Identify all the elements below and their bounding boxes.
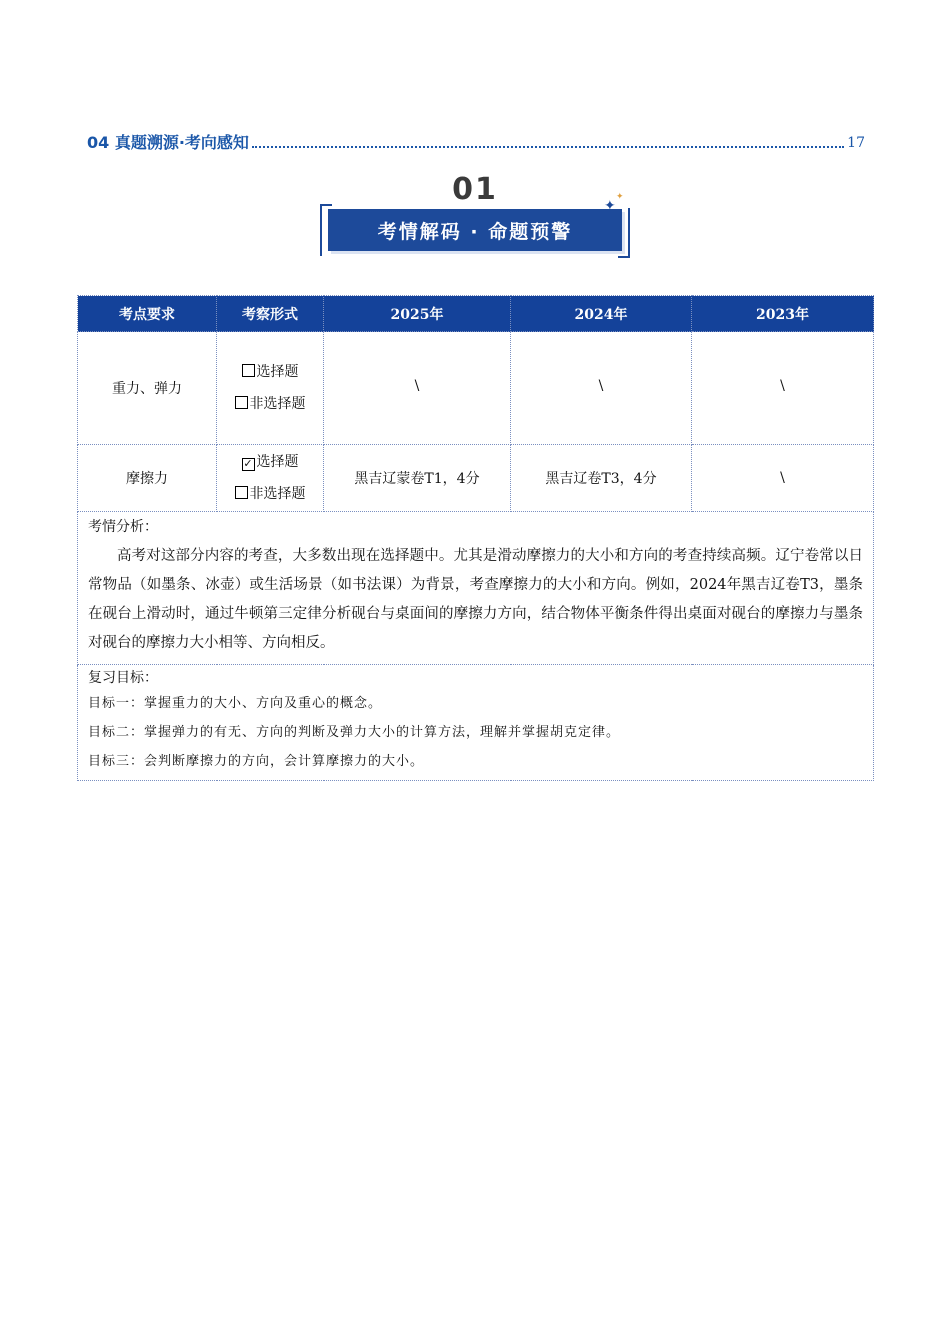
analysis-text: 高考对这部分内容的考查，大多数出现在选择题中。尤其是滑动摩擦力的大小和方向的考查持续高频。辽宁卷常以日常物品（如墨条、冰壶）或生活场景（如书法课）为背景，考查摩擦力的大小和方向。例如，2024年黑吉辽卷T3，墨条在砚台上滑动时，通过牛顿第三定律分析砚台与桌面间的摩擦力方向，结合物体平衡条件得出桌面对砚台的摩擦力与墨条对砚台的摩擦力大小相等、方向相反。 (88, 548, 863, 651)
section-number: 01 (452, 172, 498, 207)
toc-page-number: 17 (847, 135, 865, 151)
header-topic: 考点要求 (78, 296, 217, 332)
cell-2024: \ (511, 332, 692, 445)
table-header-row (78, 296, 874, 332)
cell-2025: 黑吉辽蒙卷T1，4分 (324, 445, 511, 512)
topic-cell: 重力、弹力 (78, 332, 217, 445)
goals-row (78, 665, 874, 781)
option-non-choice: 非选择题 (218, 478, 322, 510)
section-banner (316, 172, 634, 260)
checkbox-empty-icon (235, 396, 248, 409)
toc-entry[interactable] (87, 128, 865, 154)
section-title: 考情解码 · 命题预警 (328, 209, 622, 251)
analysis-row (78, 512, 874, 665)
toc-leader-dots (252, 145, 844, 148)
topic-cell: 摩擦力 (78, 445, 217, 512)
form-cell (217, 445, 324, 512)
header-2025: 2025年 (324, 296, 511, 332)
header-2023: 2023年 (692, 296, 874, 332)
cell-2025: \ (324, 332, 511, 445)
table-row (78, 332, 874, 445)
form-cell (217, 332, 324, 445)
toc-title[interactable]: 04 真题溯源·考向感知 (87, 133, 249, 152)
cell-2023: \ (692, 332, 874, 445)
goal-item: 目标一：掌握重力的大小、方向及重心的概念。 (88, 696, 383, 711)
cell-2024: 黑吉辽卷T3，4分 (511, 445, 692, 512)
header-form: 考察形式 (217, 296, 324, 332)
goals-cell (78, 665, 874, 781)
analysis-heading: 考情分析： (88, 519, 158, 535)
exam-analysis-table (77, 295, 874, 781)
option-choice: 选择题 (218, 356, 322, 388)
analysis-cell (78, 512, 874, 665)
sparkle-small-icon: ✦ (616, 192, 624, 202)
goal-item: 目标三：会判断摩擦力的方向，会计算摩擦力的大小。 (88, 754, 425, 769)
header-2024: 2024年 (511, 296, 692, 332)
goal-item: 目标二：掌握弹力的有无、方向的判断及弹力大小的计算方法，理解并掌握胡克定律。 (88, 725, 621, 740)
checkbox-empty-icon (235, 486, 248, 499)
checkbox-empty-icon (242, 364, 255, 377)
option-choice: ✓ 选择题 (243, 454, 299, 470)
checkbox-checked-icon: ✓ (243, 457, 253, 470)
cell-2023: \ (692, 445, 874, 512)
table-row (78, 445, 874, 512)
option-non-choice: 非选择题 (218, 388, 322, 420)
sparkle-icon: ✦ (604, 198, 616, 214)
goals-heading: 复习目标： (88, 670, 158, 686)
